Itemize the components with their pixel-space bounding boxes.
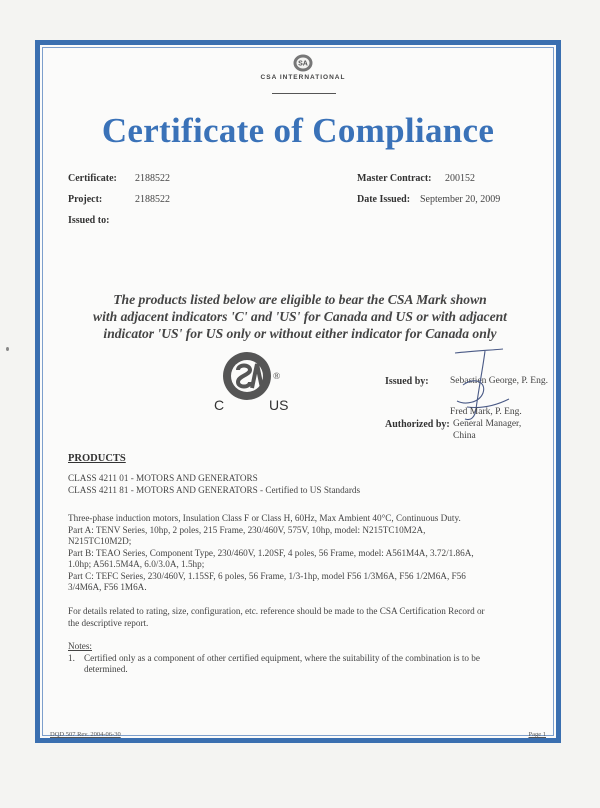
description-line: Part C: TEFC Series, 230/460V, 1.15SF, 6 poles, 56 Frame, 1/3-1hp, model F56 1/3M6A, F56 1/2M6A, F56 bbox=[68, 570, 466, 581]
scan-speck bbox=[6, 347, 9, 351]
master-contract-number: 200152 bbox=[445, 173, 475, 184]
svg-text:SA: SA bbox=[298, 60, 308, 68]
certificate-number: 2188522 bbox=[135, 173, 170, 184]
logo-rule bbox=[272, 93, 336, 94]
description-line: Three-phase induction motors, Insulation Class F or Class H, 60Hz, Max Ambient 40°C, Continuous Duty. bbox=[68, 513, 461, 523]
certificate-label: Certificate: bbox=[68, 173, 117, 184]
description-line: 3/4M6A, F56 1M6A. bbox=[68, 582, 147, 592]
description-line: N215TC10M2D; bbox=[68, 536, 132, 546]
master-contract-label: Master Contract: bbox=[357, 173, 432, 184]
authorized-by-name: Fred Mark, P. Eng. bbox=[450, 407, 522, 417]
date-issued-value: September 20, 2009 bbox=[420, 194, 501, 205]
csa-mark-icon bbox=[220, 348, 276, 404]
eligibility-statement bbox=[70, 291, 530, 342]
details-note bbox=[68, 606, 485, 629]
description-line: 1.0hp; A561.5M4A, 6.0/3.0A, 1.5hp; bbox=[68, 559, 205, 569]
description-line: Part A: TENV Series, 10hp, 2 poles, 215 Frame, 230/460V, 575V, 10hp, model: N215TC10M2A, bbox=[68, 524, 426, 535]
logo-text: CSA INTERNATIONAL bbox=[260, 74, 346, 81]
note-item bbox=[68, 653, 480, 665]
product-description bbox=[68, 513, 474, 594]
page-number: Page 1 bbox=[528, 731, 546, 738]
class-line: CLASS 4211 81 - MOTORS AND GENERATORS - Certified to US Standards bbox=[68, 484, 361, 495]
eligibility-line: The products listed below are eligible to bear the CSA Mark shown bbox=[113, 292, 487, 307]
certificate-frame bbox=[35, 40, 561, 743]
project-number: 2188522 bbox=[135, 194, 170, 205]
certificate-title: Certificate of Compliance bbox=[101, 111, 495, 150]
issued-to-label: Issued to: bbox=[68, 215, 110, 226]
note-text: Certified only as a component of other certified equipment, where the suitability of the combination is to be bbox=[84, 652, 480, 663]
notes-section bbox=[68, 641, 480, 676]
product-classes bbox=[68, 473, 360, 496]
us-indicator: US bbox=[269, 397, 289, 413]
date-issued-label: Date Issued: bbox=[357, 194, 411, 205]
note-number: 1. bbox=[68, 652, 75, 663]
products-heading: PRODUCTS bbox=[68, 453, 126, 464]
description-line: Part B: TEAO Series, Component Type, 230/460V, 1.20SF, 4 poles, 56 Frame, model: A561M4A, 3.72/1.86A, bbox=[68, 547, 474, 558]
notes-heading: Notes: bbox=[68, 641, 92, 651]
authorized-by-label: Authorized by: bbox=[385, 419, 450, 430]
issued-by-label: Issued by: bbox=[385, 376, 429, 387]
note-text-continued: determined. bbox=[84, 664, 128, 674]
issued-by-name: Sebastien George, P. Eng. bbox=[450, 376, 548, 386]
project-label: Project: bbox=[68, 194, 103, 205]
eligibility-line: with adjacent indicators 'C' and 'US' for Canada and US or with adjacent bbox=[93, 309, 507, 324]
csa-international-logo bbox=[260, 53, 346, 81]
authorized-by-title: General Manager, bbox=[453, 419, 522, 429]
registered-mark: ® bbox=[273, 372, 281, 382]
canada-indicator: C bbox=[214, 397, 225, 413]
form-number: DQD 507 Rev. 2004-06-30 bbox=[50, 731, 121, 738]
details-line: For details related to rating, size, configuration, etc. reference should be made to the CSA Certification Record or bbox=[68, 606, 485, 616]
authorized-by-location: China bbox=[453, 431, 476, 441]
csa-logo-icon bbox=[292, 53, 314, 73]
details-line: the descriptive report. bbox=[68, 617, 149, 628]
class-line: CLASS 4211 01 - MOTORS AND GENERATORS bbox=[68, 473, 258, 483]
eligibility-line: indicator 'US' for US only or without either indicator for Canada only bbox=[103, 326, 497, 341]
